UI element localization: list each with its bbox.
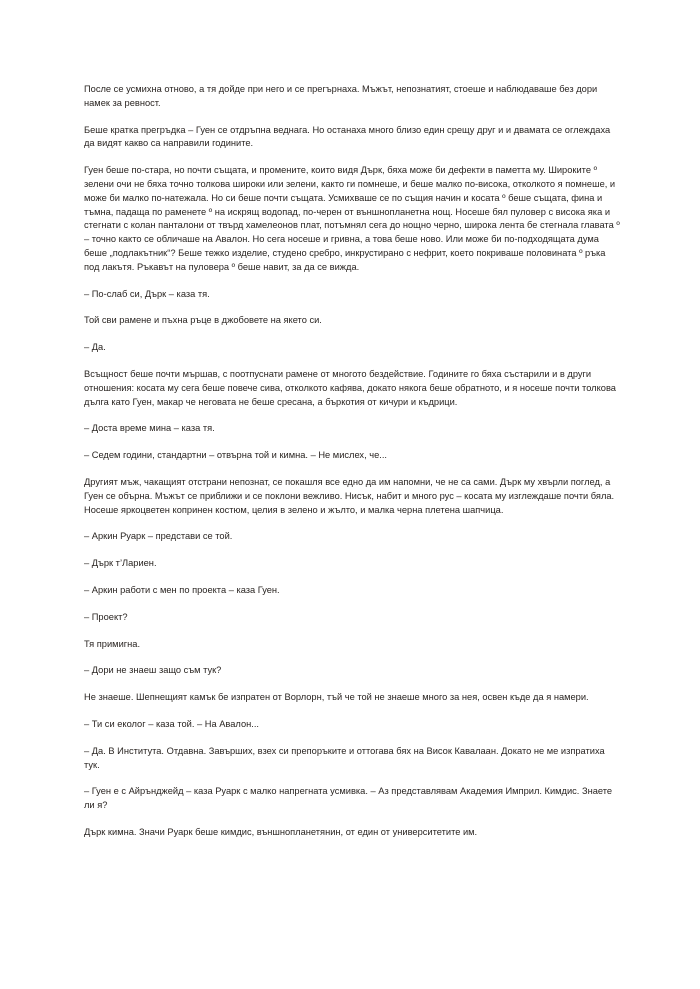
paragraph: – Ти си еколог – каза той. – На Авалон... (84, 718, 260, 729)
document-body (84, 83, 620, 853)
paragraph: Всъщност беше почти мършав, с поотпуснати рамене от многото бездействие. Годините го бяха състарили и в други отношения: косата му сега беше повече сива, отколкото кафява, докато някога беше обратното, и я носеше почти толкова дълга като Гуен, макар че неговата не беше сресана, а бъркотия от кичури и къдрици. (84, 368, 616, 407)
paragraph: – Дори не знаеш защо съм тук? (84, 665, 222, 676)
paragraph: – Да. В Института. Отдавна. Завърших, взех си препоръките и оттогава бях на Висок Кавалаан. Докато не ме изпратиха тук. (84, 745, 605, 770)
paragraph: – Седем години, стандартни – отвърна той и кимна. – Не мислех, че... (84, 450, 388, 461)
paragraph: – Доста време мина – каза тя. (84, 423, 215, 434)
paragraph: – Да. (84, 342, 106, 353)
paragraph: – Проект? (84, 611, 128, 622)
paragraph: – Аркин работи с мен по проекта – каза Гуен. (84, 584, 280, 595)
paragraph: Тя примигна. (84, 638, 141, 649)
paragraph: Не знаеше. Шепнещият камък бе изпратен от Ворлорн, тъй че той не знаеше много за нея, освен къде да я намери. (84, 692, 589, 703)
paragraph: Дърк кимна. Значи Руарк беше кимдис, външнопланетянин, от един от университетите им. (84, 826, 478, 837)
paragraph: – Аркин Руарк – представи се той. (84, 531, 233, 542)
paragraph: Беше кратка прегръдка – Гуен се отдръпна веднага. Но останаха много близо един срещу друг и и двамата се оглеждаха да видят какво са направили годините. (84, 124, 611, 149)
paragraph: – По-слаб си, Дърк – каза тя. (84, 288, 210, 299)
paragraph: – Гуен е с Айрънджейд – каза Руарк с малко напрегната усмивка. – Аз представлявам Академия Имприл. Кимдис. Знаете ли я? (84, 786, 613, 811)
paragraph: Другият мъж, чакащият отстрани непознат, се покашля все едно да им напомни, че не са сами. Дърк му хвърли поглед, а Гуен се обърна. Мъжът се приближи и се поклони вежливо. Нисък, набит и много рус – косата му изглеждаше почти бяла. Носеше яркоцветен копринен костюм, целия в зелено и жълто, и малка черна плетена шапчица. (84, 476, 615, 515)
paragraph: Той сви рамене и пъхна ръце в джобовете на якето си. (84, 315, 322, 326)
paragraph: – Дърк т’Лариен. (84, 558, 157, 569)
paragraph: Гуен беше по-стара, но почти същата, и промените, които видя Дърк, бяха може би дефекти в паметта му. Широките º зелени очи не бяха точно толкова широки или зелени, както ги помнеше, и беше малко по-висока, отколкото я помнеше, и може би малко по-натежала. Но си беше почти същата. Усмихваше се по същия начин и косата º беше същата, фина и тъмна, падаща по раменете º на искрящ водопад, по-черен от външнопланетна нощ. Носеше бял пуловер с висока яка и стегнати с колан панталони от твърд хамелеонов плат, потъмнял сега до нощно черно, широка лента бе стегнала главата º – точно както се обличаше на Авалон. Но сега носеше и гривна, а това беше ново. Или може би по-подходящата дума беше „подлакътник“? Беше тежко изделие, студено сребро, инкрустирано с нефрит, което покриваше половината º ръка под лакътя. Ръкавът на пуловера º беше навит, за да се вижда. (84, 165, 620, 272)
paragraph: После се усмихна отново, а тя дойде при него и се прегърнаха. Мъжът, непознатият, стоеше и наблюдаваше без дори намек за ревност. (84, 84, 598, 108)
